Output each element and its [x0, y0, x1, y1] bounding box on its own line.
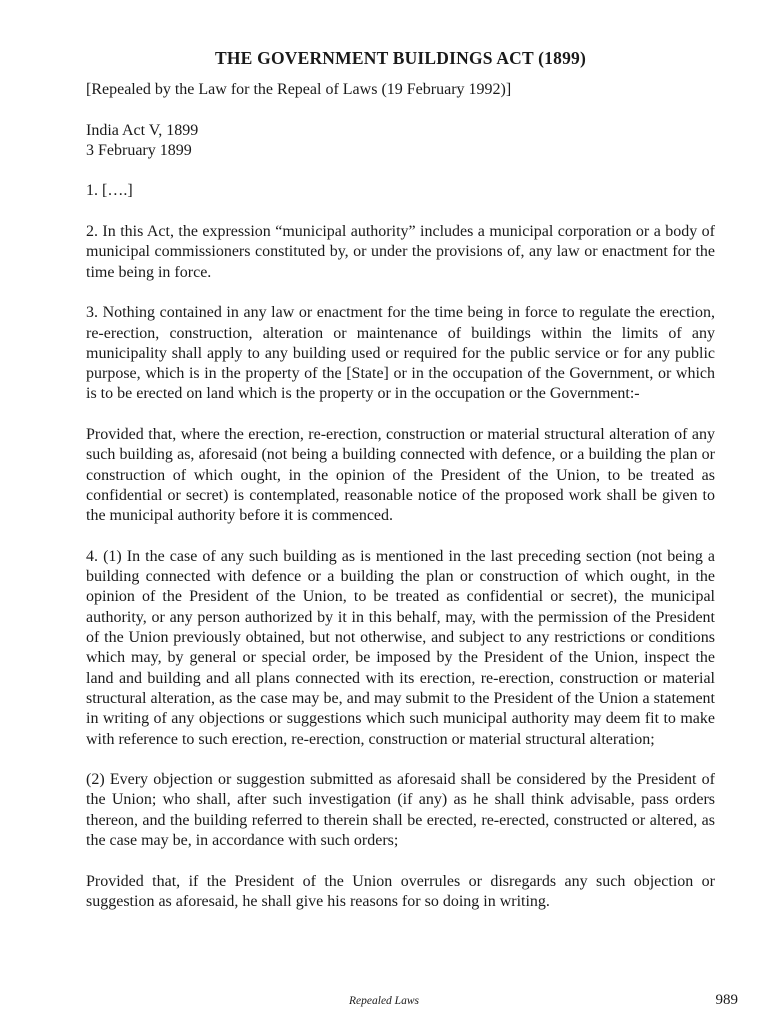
document-page	[86, 46, 715, 912]
repealed-note: [Repealed by the Law for the Repeal of Laws (19 February 1992)]	[86, 81, 512, 98]
section-3-proviso: Provided that, where the erection, re-erection, construction or material structural alteration of any such building as, aforesaid (not being a building connected with defence, or a building the plan or construction of which ought, in the opinion of the President of the Union, to be treated as confidential or secret) is contemplated, reasonable notice of the proposed work shall be given to the municipal authority before it is commenced.	[86, 426, 715, 525]
spacer	[86, 202, 715, 222]
section-4-proviso: Provided that, if the President of the Union overrules or disregards any such objection or suggestion as aforesaid, he shall give his reasons for so doing in writing.	[86, 872, 715, 910]
page-number: 989	[715, 992, 738, 1008]
spacer	[86, 283, 715, 303]
spacer	[86, 405, 715, 425]
section-4-2: (2) Every objection or suggestion submitted as aforesaid shall be considered by the President of the Union; who shall, after such investigation (if any) as he shall think advisable, pass orders thereon, and the building referred to therein shall be erected, re-erected, constructed or altered, as the case may be, in accordance with such orders;	[86, 771, 715, 849]
act-date: 3 February 1899	[86, 141, 192, 159]
footer-label: Repealed Laws	[349, 995, 419, 1007]
section-1: 1. [….]	[86, 182, 133, 200]
spacer	[86, 161, 715, 181]
section-4-1: 4. (1) In the case of any such building as is mentioned in the last preceding section (not being a building connected with defence or a building the plan or construction of which ought, in the opinion of the President of the Union, to be treated as confidential or secret), the municipal authority, or any person authorized by it in this behalf, may, with the permission of the President of the Union previously obtained, but not otherwise, and subject to any restrictions or conditions which may, by general or special order, be imposed by the President of the Union, inspect the land and building and all plans connected with its erection, re-erection, construction or material structural alteration, as the case may be, and may submit to the President of the Union a statement in writing of any objections or suggestions which such municipal authority may deem fit to make with reference to such erection, re-erection, construction or material structural alteration;	[86, 547, 715, 748]
spacer	[86, 527, 715, 547]
spacer	[86, 851, 715, 871]
spacer	[86, 100, 715, 120]
document-title: THE GOVERNMENT BUILDINGS ACT (1899)	[215, 48, 586, 68]
section-3: 3. Nothing contained in any law or enactment for the time being in force to regulate the erection, re-erection, construction, alteration or maintenance of buildings within the limits of any municipality shall apply to any building used or required for the public service or for any public purpose, which is in the property of the [State] or in the occupation of the Government, or which is to be erected on land which is the property or in the occupation or the Government:-	[86, 304, 715, 403]
section-2: 2. In this Act, the expression “municipal authority” includes a municipal corporation or a body of municipal commissioners constituted by, or under the provisions of, any law or enactment for the time being in force.	[86, 223, 715, 281]
spacer	[86, 750, 715, 770]
act-number: India Act V, 1899	[86, 121, 199, 139]
